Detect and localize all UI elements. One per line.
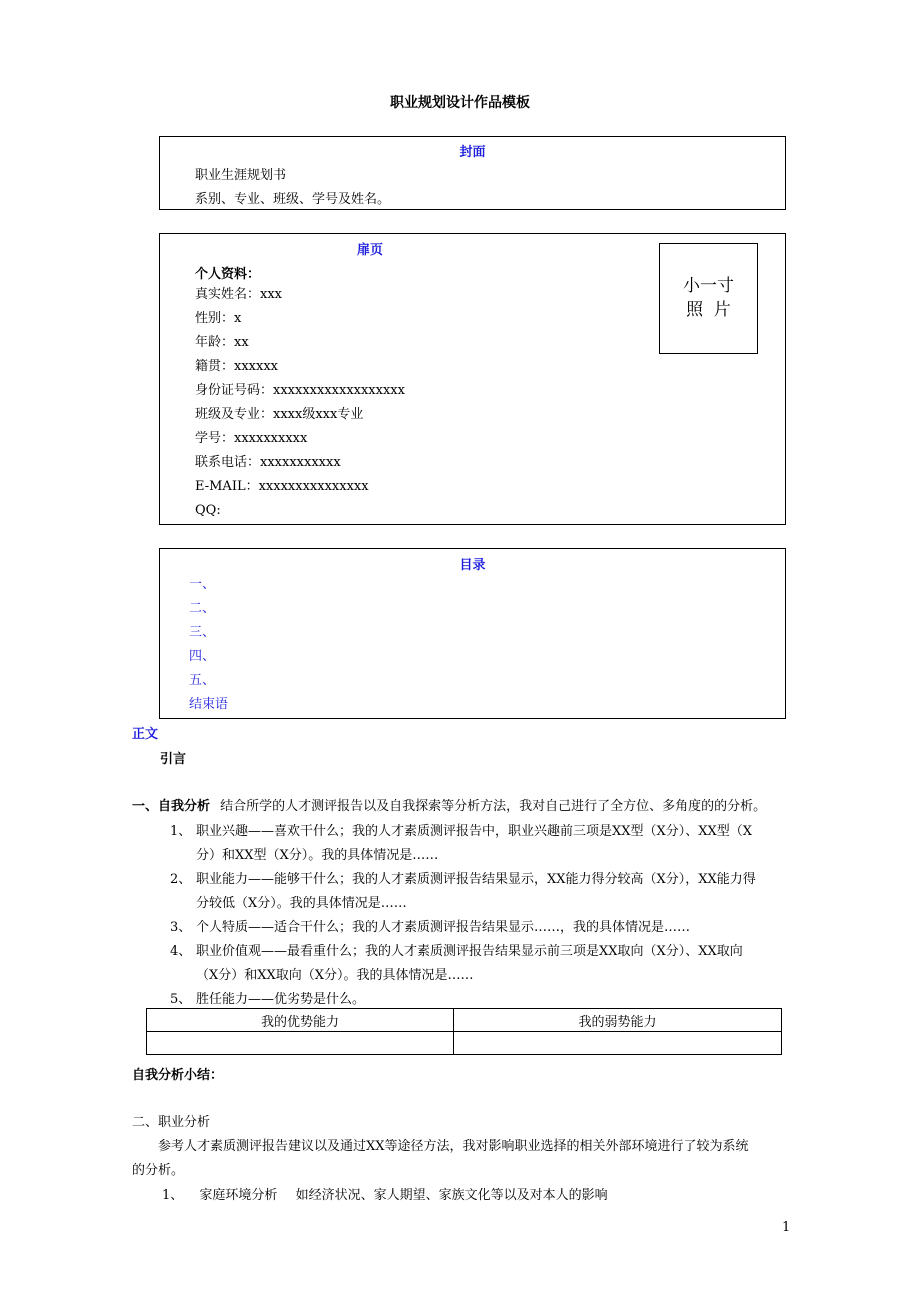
photo-label-line2: 照 片 bbox=[686, 300, 731, 320]
intro-label: 引言 bbox=[160, 752, 187, 767]
toc-list bbox=[189, 573, 228, 717]
s1-item-text: 个人特质——适合干什么；我的人才素质测评报告结果显示……，我的具体情况是…… bbox=[196, 920, 691, 935]
s1-lead: 结合所学的人才测评报告以及自我探索等分析方法，我对自己进行了全方位、多角度的的分析。 bbox=[220, 799, 767, 814]
toc-item[interactable]: 三、 bbox=[189, 625, 216, 640]
s2-heading: 二、职业分析 bbox=[132, 1115, 211, 1130]
profile-label: 个人资料： bbox=[195, 267, 261, 282]
profile-field-gender: 性别：x bbox=[195, 311, 242, 326]
profile-field-student-id: 学号：xxxxxxxxxx bbox=[195, 431, 308, 446]
table-cell-weaknesses[interactable] bbox=[454, 1032, 782, 1055]
toc-item[interactable]: 一、 bbox=[189, 577, 216, 592]
profile-field-phone: 联系电话：xxxxxxxxxxx bbox=[195, 455, 341, 470]
s2-item bbox=[162, 1184, 608, 1203]
s1-item-num: 3、 bbox=[170, 920, 192, 935]
body-section-label: 正文 bbox=[132, 727, 159, 742]
s2-paragraph: 参考人才素质测评报告建议以及通过XX等途径方法，我对影响职业选择的相关外部环境进行了较为系统 bbox=[158, 1139, 749, 1154]
title-page-heading: 扉页 bbox=[357, 243, 384, 258]
page-number: 1 bbox=[782, 1220, 791, 1235]
s2-item-desc: 如经济状况、家人期望、家族文化等以及对本人的影响 bbox=[295, 1188, 608, 1203]
profile-field-hometown: 籍贯：xxxxxx bbox=[195, 359, 278, 374]
table-header-strengths: 我的优势能力 bbox=[147, 1009, 454, 1032]
s2-item-num: 1、 bbox=[162, 1188, 184, 1203]
toc-item[interactable]: 四、 bbox=[189, 649, 216, 664]
s1-item-num: 5、 bbox=[170, 992, 192, 1007]
s1-item-num: 2、 bbox=[170, 872, 192, 887]
s1-item-text: 胜任能力——优劣势是什么。 bbox=[196, 992, 366, 1007]
ability-table bbox=[146, 1008, 782, 1055]
photo-label-line1: 小一寸 bbox=[683, 276, 734, 296]
s1-heading: 一、自我分析 bbox=[132, 799, 211, 814]
profile-field-list bbox=[195, 283, 405, 523]
cover-line: 系别、专业、班级、学号及姓名。 bbox=[195, 192, 391, 207]
table-row bbox=[147, 1032, 782, 1055]
photo-label bbox=[659, 274, 758, 322]
s1-item-num: 1、 bbox=[170, 824, 192, 839]
toc-box bbox=[159, 548, 786, 719]
toc-item[interactable]: 结束语 bbox=[189, 697, 229, 712]
s1-item-text: 职业兴趣——喜欢干什么；我的人才素质测评报告中，职业兴趣前三项是XX型（X分）、XX型（X bbox=[196, 824, 753, 839]
s1-heading-line bbox=[132, 795, 766, 814]
table-cell-strengths[interactable] bbox=[147, 1032, 454, 1055]
toc-heading: 目录 bbox=[459, 558, 486, 573]
s1-item-num: 4、 bbox=[170, 944, 192, 959]
profile-field-class-major: 班级及专业：xxxx级xxx专业 bbox=[195, 407, 364, 422]
s1-item-text: 职业价值观——最看重什么；我的人才素质测评报告结果显示前三项是XX取向（X分）、XX取向 bbox=[196, 944, 743, 959]
table-row bbox=[147, 1009, 782, 1032]
s2-paragraph-cont: 的分析。 bbox=[132, 1163, 185, 1178]
profile-field-name: 真实姓名：xxx bbox=[195, 287, 282, 302]
s1-item-text-cont: （X分）和XX取向（X分）。我的具体情况是…… bbox=[196, 968, 474, 983]
s2-item-title: 家庭环境分析 bbox=[199, 1188, 278, 1203]
profile-field-id-number: 身份证号码：xxxxxxxxxxxxxxxxxx bbox=[195, 383, 405, 398]
toc-item[interactable]: 二、 bbox=[189, 601, 216, 616]
profile-field-email: E-MAIL：xxxxxxxxxxxxxxx bbox=[195, 479, 369, 494]
profile-field-qq: QQ: bbox=[195, 503, 221, 518]
cover-heading: 封面 bbox=[459, 145, 486, 160]
cover-line: 职业生涯规划书 bbox=[195, 168, 287, 183]
toc-item[interactable]: 五、 bbox=[189, 673, 216, 688]
s1-item-text-cont: 分较低（X分）。我的具体情况是…… bbox=[196, 896, 407, 911]
table-header-weaknesses: 我的弱势能力 bbox=[454, 1009, 782, 1032]
s1-item-text-cont: 分）和XX型（X分）。我的具体情况是…… bbox=[196, 848, 439, 863]
profile-field-age: 年龄：xx bbox=[195, 335, 249, 350]
s1-item-text: 职业能力——能够干什么；我的人才素质测评报告结果显示，XX能力得分较高（X分），XX能力得 bbox=[196, 872, 756, 887]
s1-summary: 自我分析小结： bbox=[132, 1068, 224, 1083]
page-title: 职业规划设计作品模板 bbox=[390, 95, 530, 111]
